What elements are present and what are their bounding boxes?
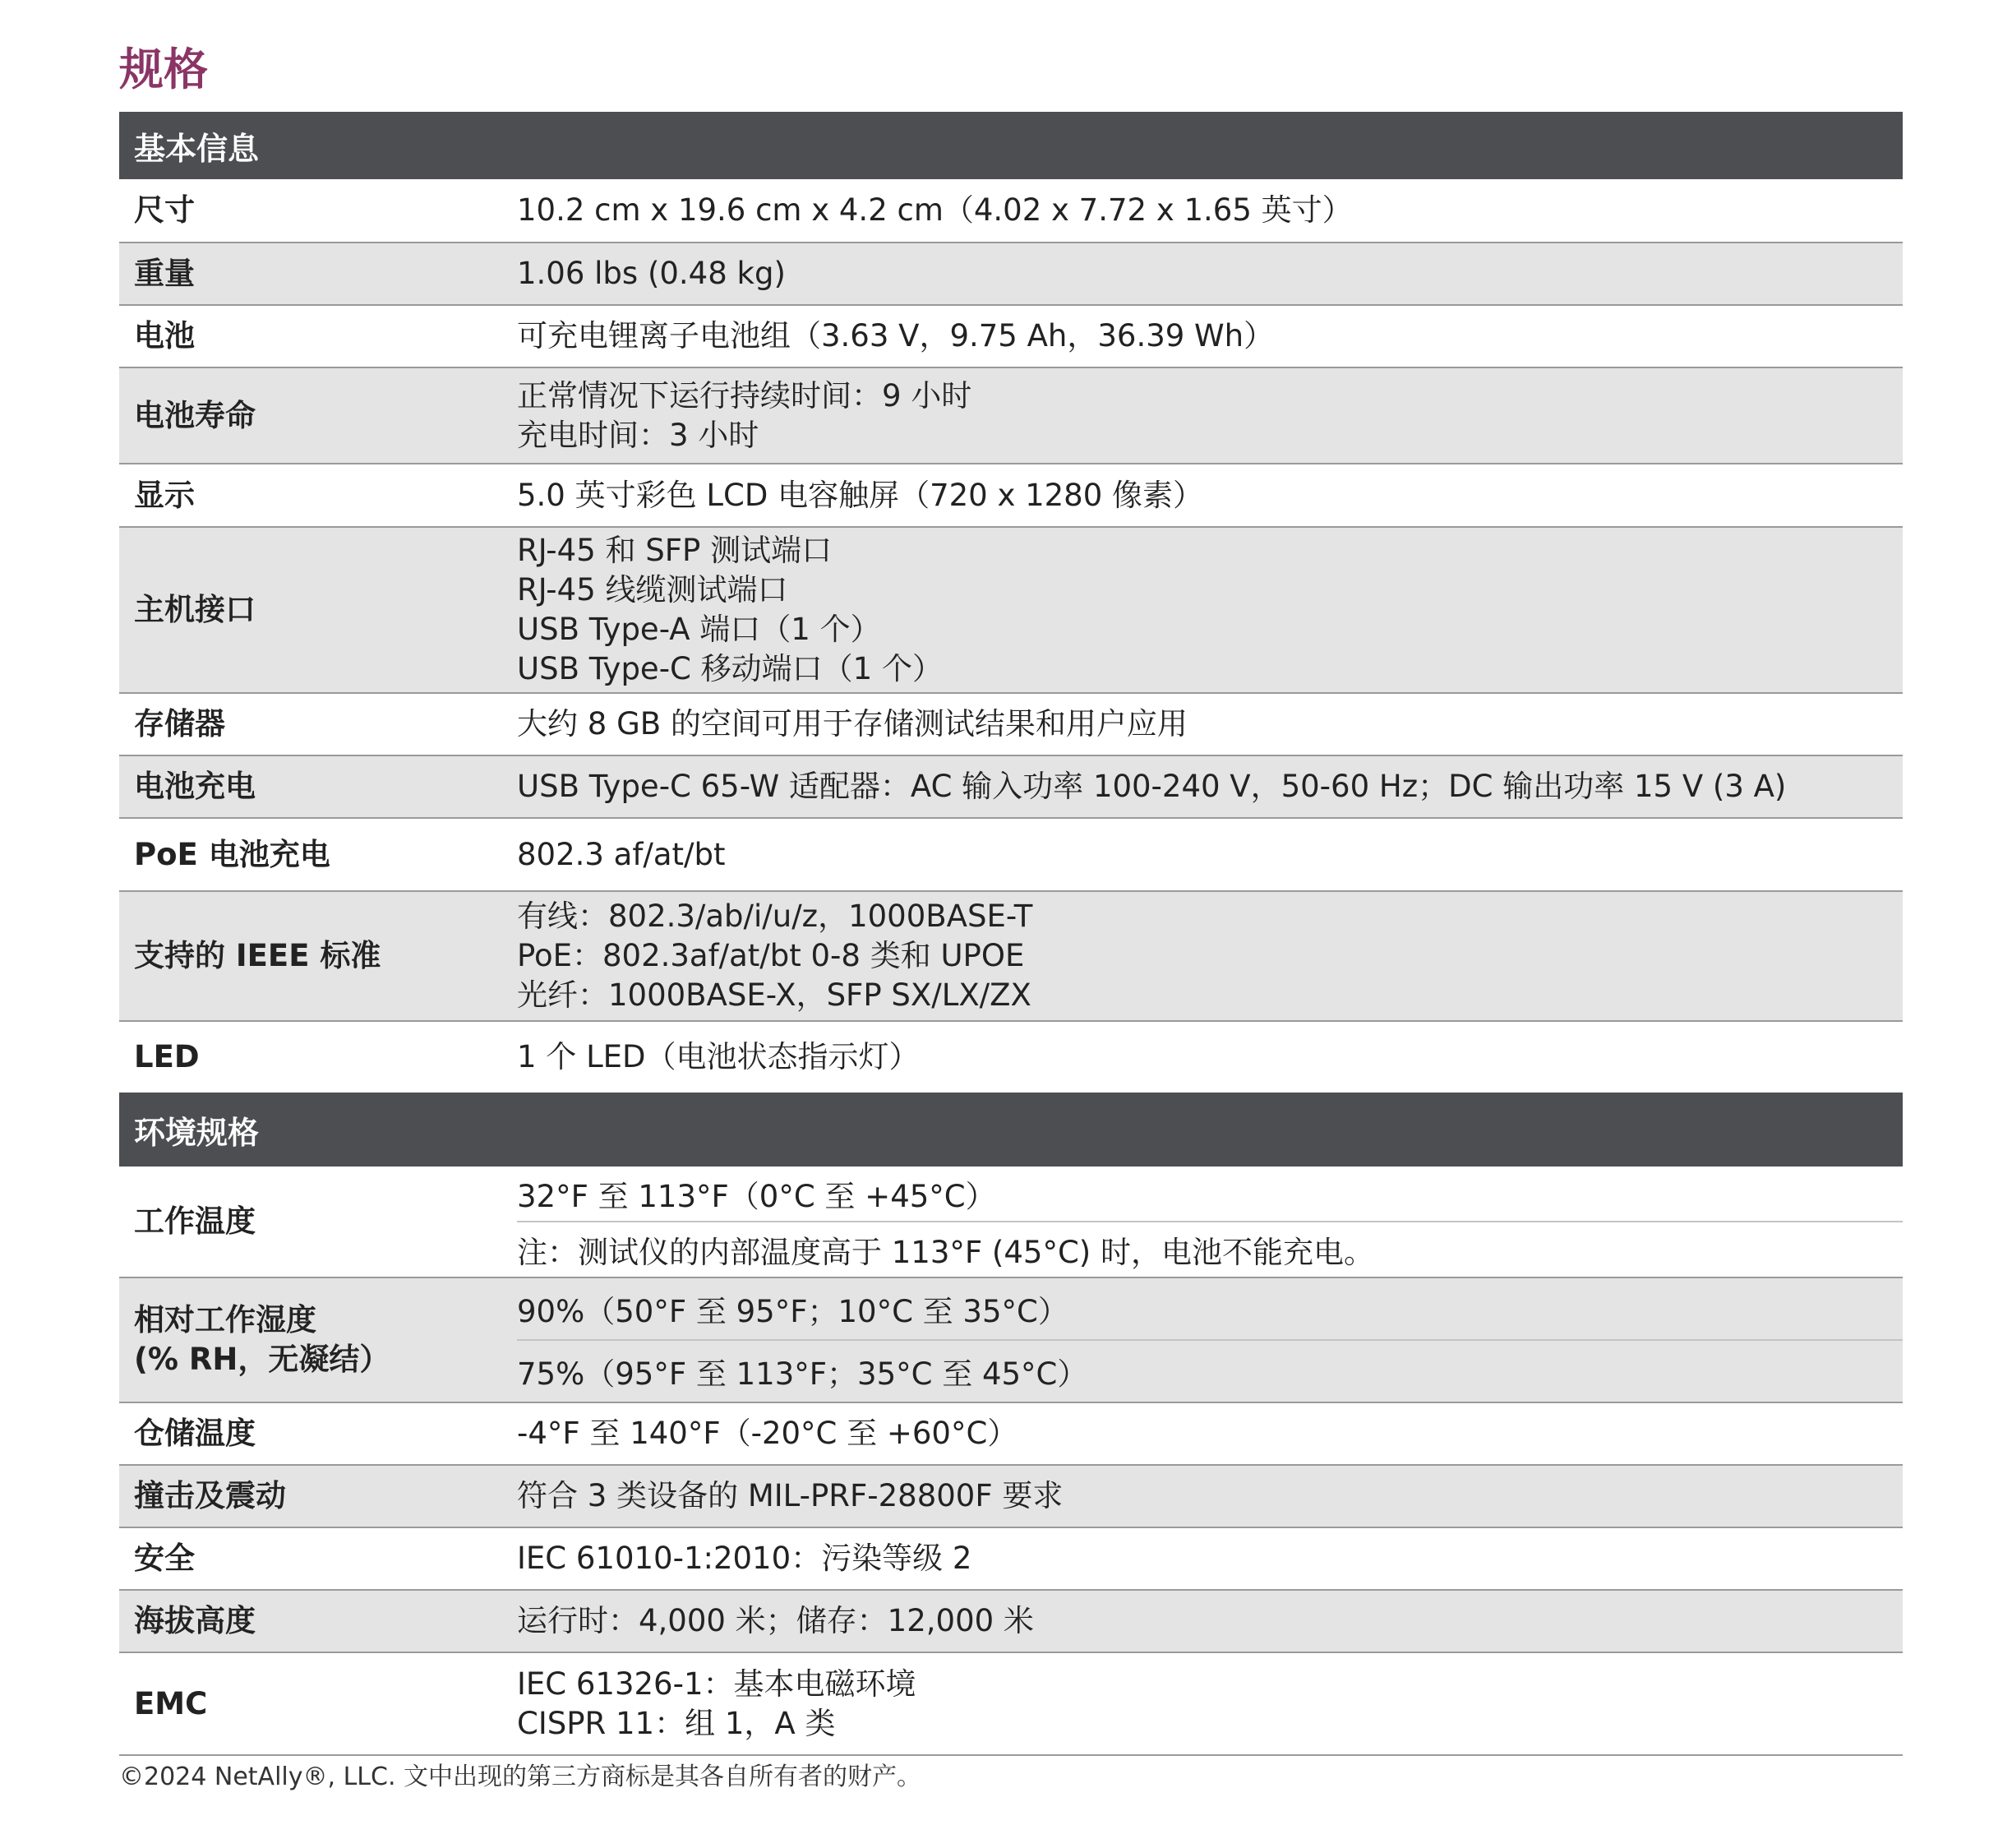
row-label: 支持的 IEEE 标准 [134,938,381,973]
row-label: 显示 [134,477,195,513]
row-label: 仓储温度 [134,1416,256,1451]
row-label: 撞击及震动 [134,1478,286,1513]
page-title: 规格 [119,44,208,95]
spec-table [119,112,1903,1756]
row-label: LED [134,1039,200,1074]
row-label: 尺寸 [134,192,195,228]
row-label: 安全 [134,1541,195,1576]
row-label: 存储器 [134,706,225,742]
row-value: 1 个 LED（电池状态指示灯） [517,1039,920,1074]
row-label: PoE 电池充电 [134,836,330,872]
row-value [517,1167,1903,1277]
row-value: IEC 61010-1:2010：污染等级 2 [517,1541,972,1576]
row-value: 10.2 cm x 19.6 cm x 4.2 cm（4.02 x 7.72 x 1.65 英寸） [517,192,1353,228]
row-label: 电池寿命 [134,397,256,433]
spec-row-safety [119,1528,1903,1591]
spec-row-emc [119,1653,1903,1756]
spec-row-shock-vibration [119,1466,1903,1528]
spec-row-battery [119,306,1903,368]
value-subrow: 90%（50°F 至 95°F；10°C 至 35°C） [517,1294,1068,1329]
row-value: 正常情况下运行持续时间：9 小时 充电时间：3 小时 [517,377,972,453]
spec-row-ieee-standards [119,892,1903,1022]
section-header-environment: 环境规格 [119,1093,1903,1167]
spec-row-relative-humidity [119,1278,1903,1403]
spec-row-storage [119,694,1903,756]
spec-row-display [119,464,1903,528]
row-value: IEC 61326-1：基本电磁环境 CISPR 11：组 1，A 类 [517,1666,916,1741]
spec-row-battery-life [119,368,1903,464]
spec-row-poe-charging [119,819,1903,892]
row-value: 符合 3 类设备的 MIL-PRF-28800F 要求 [517,1478,1064,1513]
row-value: 5.0 英寸彩色 LCD 电容触屏（720 x 1280 像素） [517,477,1204,513]
spec-row-battery-charging [119,756,1903,819]
row-label: EMC [134,1685,208,1721]
section-header-basic: 基本信息 [119,112,1903,179]
row-value: 运行时：4,000 米；储存：12,000 米 [517,1603,1034,1638]
row-label: 电池 [134,318,195,353]
spec-row-altitude [119,1591,1903,1653]
value-note: 注：测试仪的内部温度高于 113°F (45°C) 时，电池不能充电。 [517,1221,1903,1277]
value-subrow: 32°F 至 113°F（0°C 至 +45°C） [517,1179,996,1214]
row-value [517,1278,1903,1402]
row-value: 1.06 lbs (0.48 kg) [517,256,786,291]
copyright-footer: ©2024 NetAlly®, LLC. 文中出现的第三方商标是其各自所有者的财产。 [119,1763,922,1791]
spec-row-operating-temperature [119,1167,1903,1278]
spec-row-host-interfaces [119,528,1903,694]
row-value: USB Type-C 65-W 适配器：AC 输入功率 100-240 V，50-60 Hz；DC 输出功率 15 V (3 A) [517,769,1787,804]
spec-row-led [119,1022,1903,1093]
spec-row-weight [119,243,1903,306]
row-label: 电池充电 [134,769,256,804]
row-value: 大约 8 GB 的空间可用于存储测试结果和用户应用 [517,706,1188,742]
row-label: 海拔高度 [134,1603,256,1638]
row-value: -4°F 至 140°F（-20°C 至 +60°C） [517,1416,1018,1451]
value-subrow: 75%（95°F 至 113°F；35°C 至 45°C） [517,1339,1903,1402]
row-label: 工作温度 [134,1204,256,1239]
row-value: 有线：802.3/ab/i/u/z，1000BASE-T PoE：802.3af/at/bt 0-8 类和 UPOE 光纤：1000BASE-X，SFP SX/LX/ZX [517,899,1033,1013]
row-value: 802.3 af/at/bt [517,836,726,872]
spec-row-storage-temperature [119,1403,1903,1466]
row-label: 主机接口 [134,592,256,627]
row-label: 重量 [134,256,195,291]
row-label: 相对工作湿度 (% RH，无凝结） [134,1302,390,1377]
spec-row-dimensions [119,179,1903,243]
row-value: RJ-45 和 SFP 测试端口 RJ-45 线缆测试端口 USB Type-A 端口（1 个） USB Type-C 移动端口（1 个） [517,533,943,686]
row-value: 可充电锂离子电池组（3.63 V，9.75 Ah，36.39 Wh） [517,318,1275,353]
